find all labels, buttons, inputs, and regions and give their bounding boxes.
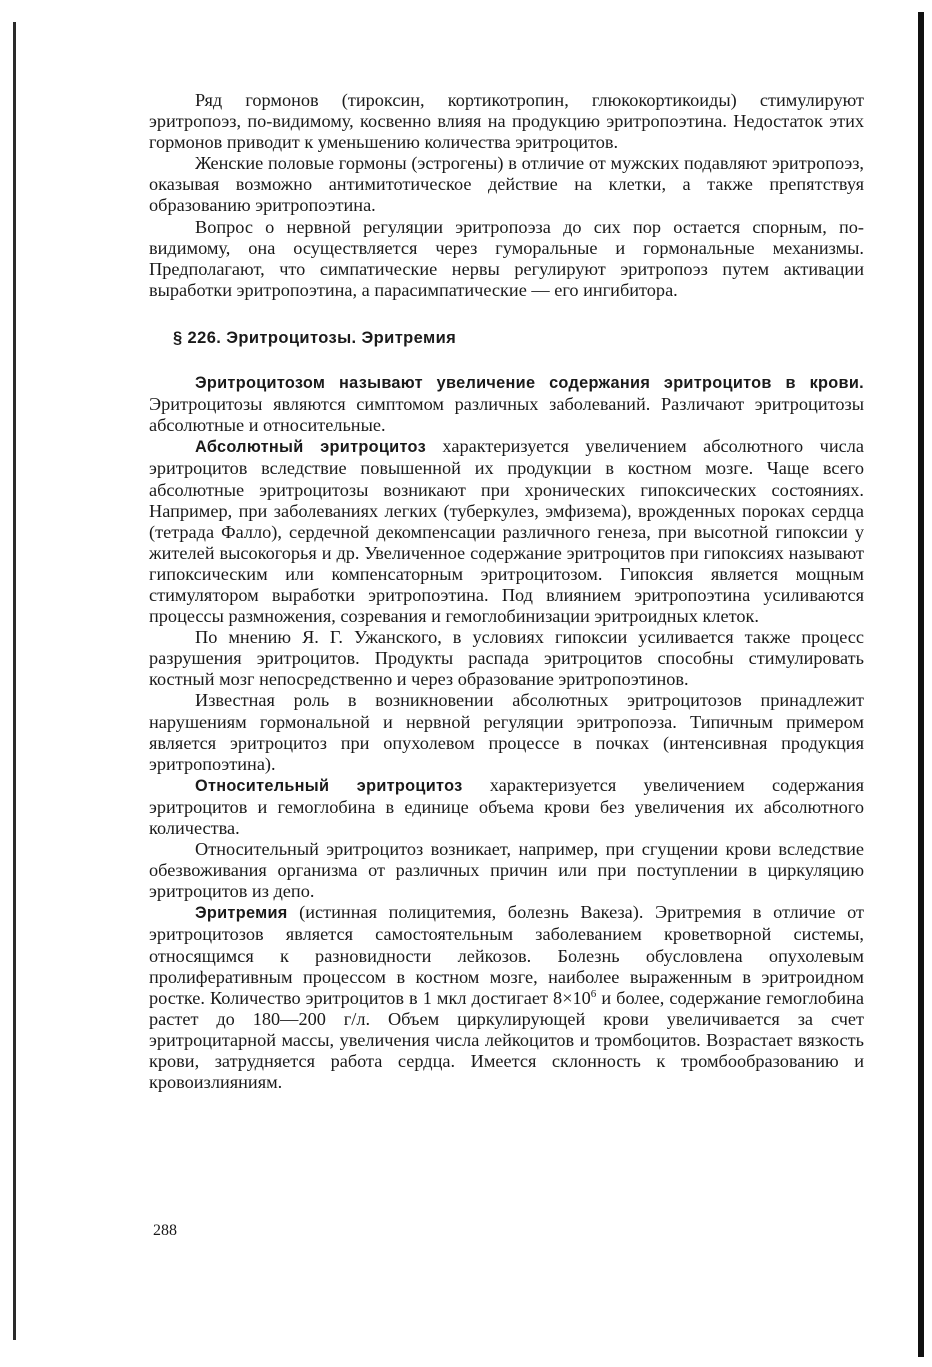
- erythremia-text-b: и более, содержание гемоглобина растет до 180—200 г/л. Объем циркулирующей крови увеличивается за счет эритроцитарной массы, увеличения числа лейкоцитов и тромбоцитов. Возрастает вязкость крови, затрудняется работа сердца. Имеется склонность к тромбообразованию и кровоизлияниям.: [149, 987, 864, 1093]
- paragraph-regulation-role: Известная роль в возникновении абсолютных эритроцитозов принадлежит нарушениям гормональной и нервной регуляции эритропоэза. Типичным примером является эритроцитоз при опухолевом процессе в почках (интенсивная продукция эритропоэтина).: [149, 690, 864, 774]
- section-heading: § 226. Эритроцитозы. Эритремия: [173, 328, 457, 347]
- paragraph-relative-cause: Относительный эритроцитоз возникает, например, при сгущении крови вследствие обезвоживания организма от различных причин или при поступлении в циркуляцию эритроцитов из депо.: [149, 839, 864, 902]
- relative-text: характеризуется увеличением содержания эритроцитов и гемоглобина в единице объема крови без увеличения их абсолютного количества.: [149, 774, 864, 838]
- term-erythremia: Эритремия: [195, 904, 288, 923]
- paragraph-absolute: [149, 436, 864, 627]
- definition-text: Эритроцитозы являются симптомом различных заболеваний. Различают эритроцитозы абсолютные и относительные.: [149, 394, 864, 436]
- scan-edge-right: [918, 12, 924, 1357]
- paragraph-relative: [149, 775, 864, 839]
- page-body: [149, 90, 864, 1093]
- term-absolute: Абсолютный эритроцитоз: [195, 438, 426, 457]
- erythremia-text-a: (истинная полицитемия, болезнь Вакеза). Эритремия в отличие от эритроцитозов является самостоятельным заболеванием кроветворной системы, относящимся к разновидности лейкозов. Болезнь обусловлена опухолевым пролиферативным процессом в костном мозге, наиболее выраженным в эритроидном ростке. Количество эритроцитов в 1 мкл достигает 8×10: [149, 902, 864, 1008]
- exponent: 6: [590, 987, 597, 1000]
- paragraph-nervous-regulation: Вопрос о нервной регуляции эритропоэза до сих пор остается спорным, по-видимому, она осуществляется через гуморальные и гормональные механизмы. Предполагают, что симпатические нервы регулируют эритропоэз путем активации выработки эритропоэтина, а парасимпатические — его ингибитора.: [149, 216, 864, 300]
- paragraph-uzhansky: По мнению Я. Г. Ужанского, в условиях гипоксии усиливается также процесс разрушения эритроцитов. Продукты распада эритроцитов способны стимулировать костный мозг непосредственно и через образование эритропоэтинов.: [149, 627, 864, 690]
- paragraph-female-hormones: Женские половые гормоны (эстрогены) в отличие от мужских подавляют эритропоэз, оказывая возможно антимитотическое действие на клетки, а также препятствуя образованию эритропоэтина.: [149, 153, 864, 216]
- term-relative: Относительный эритроцитоз: [195, 776, 463, 795]
- scan-edge-left: [13, 22, 16, 1340]
- page-number: 288: [153, 1222, 177, 1239]
- paragraph-definition: [149, 372, 864, 436]
- paragraph-hormones: Ряд гормонов (тироксин, кортикотропин, глюкокортикоиды) стимулируют эритропоэз, по-видимому, косвенно влияя на продукцию эритропоэтина. Недостаток этих гормонов приводит к уменьшению количества эритроцитов.: [149, 90, 864, 153]
- term-erythrocytosis: Эритроцитозом называют увеличение содержания эритроцитов в крови.: [195, 374, 864, 393]
- absolute-text: характеризуется увеличением абсолютного числа эритроцитов вследствие повышенной их продукции в костном мозге. Чаще всего абсолютные эритроцитозы возникают при хронических гипоксических состояниях. Например, при заболеваниях легких (туберкулез, эмфизема), врожденных пороках сердца (тетрада Фалло), сердечной декомпенсации различного генеза, при высотной гипоксии у жителей высокогорья и др. Увеличенное содержание эритроцитов при гипоксиях называют гипоксическим или компенсаторным эритроцитозом. Гипоксия является мощным стимулятором выработки эритропоэтина. Под влиянием эритропоэтина усиливаются процессы размножения, созревания и гемоглобинизации эритроидных клеток.: [149, 436, 864, 627]
- paragraph-erythremia: [149, 902, 864, 1093]
